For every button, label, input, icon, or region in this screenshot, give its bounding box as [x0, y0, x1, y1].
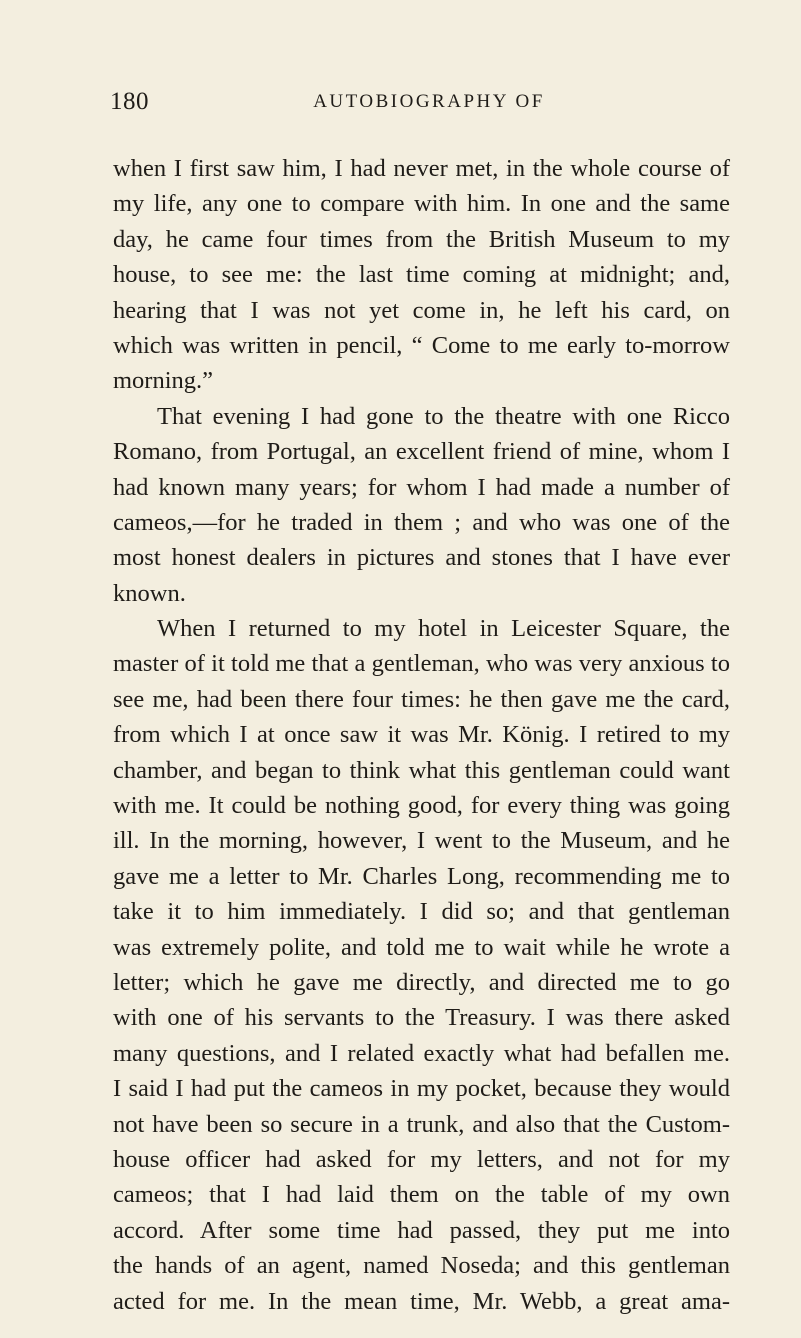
text-line: the hands of an agent, named Noseda; and this gentleman	[113, 1252, 730, 1280]
text-line: take it to him immediately. I did so; and that gentleman	[113, 898, 730, 926]
text-line: That evening I had gone to the theatre with one Ricco	[157, 402, 730, 430]
text-line: acted for me. In the mean time, Mr. Webb, a great ama-	[113, 1287, 730, 1315]
text-line: known.	[113, 579, 186, 607]
text-line: cameos,—for he traded in them ; and who was one of the	[113, 508, 730, 536]
text-line: When I returned to my hotel in Leicester Square, the	[157, 615, 730, 643]
text-line: house officer had asked for my letters, and not for my	[113, 1145, 730, 1173]
text-line: Romano, from Portugal, an excellent friend of mine, whom I	[113, 438, 730, 466]
text-line: gave me a letter to Mr. Charles Long, recommending me to	[113, 862, 730, 890]
text-line: with me. It could be nothing good, for every thing was going	[113, 792, 730, 820]
running-head	[110, 88, 730, 118]
body-text	[113, 151, 730, 1319]
text-line: my life, any one to compare with him. In one and the same	[113, 190, 730, 218]
text-line: hearing that I was not yet come in, he left his card, on	[113, 296, 730, 324]
text-line: I said I had put the cameos in my pocket, because they would	[113, 1075, 730, 1103]
text-line: see me, had been there four times: he then gave me the card,	[113, 685, 730, 713]
text-line: accord. After some time had passed, they put me into	[113, 1216, 730, 1244]
page-number: 180	[110, 88, 149, 115]
text-line: was extremely polite, and told me to wait while he wrote a	[113, 933, 730, 961]
text-line: chamber, and began to think what this gentleman could want	[113, 756, 730, 784]
text-line: which was written in pencil, “ Come to me early to-morrow	[113, 331, 730, 359]
text-line: had known many years; for whom I had made a number of	[113, 473, 730, 501]
text-line: from which I at once saw it was Mr. König. I retired to my	[113, 721, 730, 749]
running-title: AUTOBIOGRAPHY OF	[313, 91, 545, 112]
text-line: most honest dealers in pictures and stones that I have ever	[113, 544, 730, 572]
text-line: letter; which he gave me directly, and directed me to go	[113, 968, 730, 996]
text-line: house, to see me: the last time coming at midnight; and,	[113, 261, 730, 289]
text-line: cameos; that I had laid them on the table of my own	[113, 1181, 730, 1209]
text-line: not have been so secure in a trunk, and also that the Custom-	[113, 1110, 730, 1138]
text-line: day, he came four times from the British Museum to my	[113, 225, 730, 253]
text-line: when I first saw him, I had never met, in the whole course of	[113, 155, 730, 182]
text-line: ill. In the morning, however, I went to the Museum, and he	[113, 827, 730, 855]
text-line: many questions, and I related exactly what had befallen me.	[113, 1039, 730, 1067]
text-line: master of it told me that a gentleman, who was very anxious to	[113, 650, 730, 678]
text-line: morning.”	[113, 367, 214, 395]
text-line: with one of his servants to the Treasury. I was there asked	[113, 1004, 730, 1032]
